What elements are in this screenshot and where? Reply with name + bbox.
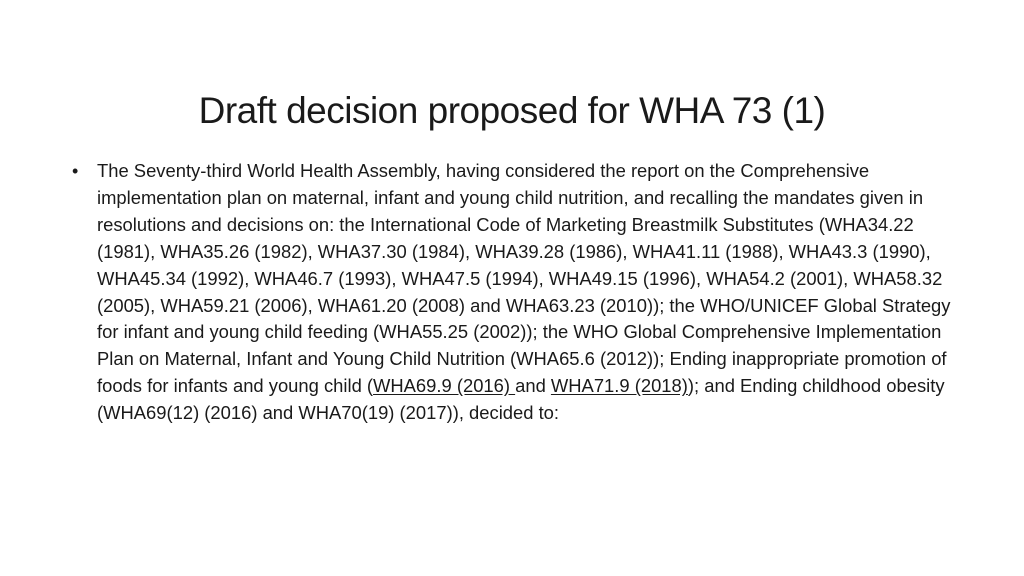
bullet-icon: • [72,161,79,181]
link-wha71-9[interactable]: WHA71.9 (2018) [550,375,688,397]
bullet-list [72,158,952,427]
paragraph-text-end: ); and Ending childhood obesity (WHA69(12) (2016) and WHA70(19) (2017)), decided to: [97,375,945,424]
link-wha69-9[interactable]: WHA69.9 (2016) [373,375,516,397]
paragraph-text-between: and [515,375,551,397]
paragraph-text-start: The Seventy-third World Health Assembly, having considered the report on the Comprehensive implementation plan on maternal, infant and young child nutrition, and recalling the mandates given in resolutions and decisions on: the International Code of Marketing Breastmilk Substitutes (WHA34.22 (1981), WHA35.26 (1982), WHA37.30 (1984), WHA39.28 (1986), WHA41.11 (1988), WHA43.3 (1990), WHA45.34 (1992), WHA46.7 (1993), WHA47.5 (1994), WHA49.15 (1996), WHA54.2 (2001), WHA58.32 (2005), WHA59.21 (2006), WHA61.20 (2008) and WHA63.23 (2010)); the WHO/UNICEF Global Strategy for infant and young child feeding (WHA55.25 (2002)); the WHO Global Comprehensive Implementation Plan on Maternal, Infant and Young Child Nutrition (WHA65.6 (2012)); Ending inappropriate promotion of foods for infants and young child ( [97,160,951,397]
list-item [72,158,952,427]
slide-title: Draft decision proposed for WHA 73 (1) [198,89,826,131]
